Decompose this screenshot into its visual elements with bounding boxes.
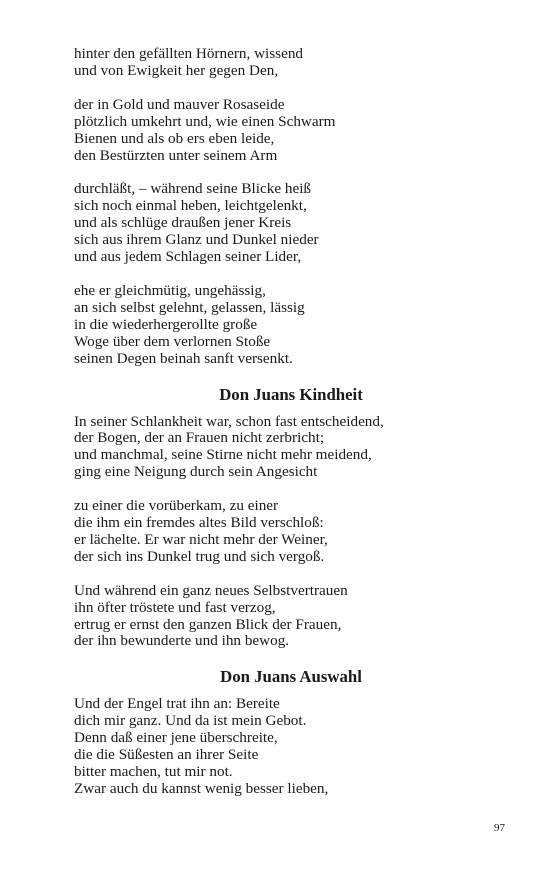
poem-line: hinter den gefällten Hörnern, wissend [74,45,304,62]
poem-line: Denn daß einer jene überschreite, [74,729,278,747]
poem-line: Und während ein ganz neues Selbstvertrauen [74,581,348,599]
stanza [74,283,494,368]
poem-line: Woge über dem verlornen Stoße [74,332,271,350]
stanza [74,414,494,482]
poem-line: ertrug er ernst den ganzen Blick der Frauen, [74,615,342,633]
poem-title: Don Juans Kindheit [219,384,363,404]
poem-title: Don Juans Auswahl [220,667,362,687]
book-page [74,46,494,798]
poem-line: Zwar auch du kannst wenig besser lieben, [74,779,329,797]
poem-line: zu einer die vorüberkam, zu einer [74,497,279,515]
poem-line: Und der Engel trat ihn an: Bereite [74,695,280,713]
stanza [74,583,494,651]
poem-line: ging eine Neigung durch sein Angesicht [74,463,318,481]
page-number: 97 [494,822,505,834]
stanza [74,181,494,266]
poem-line: der Bogen, der an Frauen nicht zerbricht; [74,429,325,447]
poem-line: die die Süßesten an ihrer Seite [74,746,259,764]
poem-line: ihn öfter tröstete und fast verzog, [74,598,276,616]
poem-line: sich aus ihrem Glanz und Dunkel nieder [74,231,319,249]
stanza [74,696,494,797]
poem-line: seinen Degen beinah sanft versenkt. [74,349,293,367]
poem-line: und manchmal, seine Stirne nicht mehr meidend, [74,446,372,464]
poem-line: der sich ins Dunkel trug und sich vergoß. [74,547,325,565]
stanza [74,97,494,165]
poem-line: dich mir ganz. Und da ist mein Gebot. [74,712,307,730]
poem-line: die ihm ein fremdes altes Bild verschloß: [74,514,324,532]
poem-don-juans-kindheit [74,414,494,651]
poem-line: in die wiederhergerollte große [74,315,258,333]
stanza [74,498,494,566]
poem-line: und aus jedem Schlagen seiner Lider, [74,248,302,266]
poem-line: plötzlich umkehrt und, wie einen Schwarm [74,112,336,130]
poem-line: an sich selbst gelehnt, gelassen, lässig [74,298,305,316]
poem-line: er lächelte. Er war nicht mehr der Weiner, [74,530,328,548]
poem-don-juans-auswahl [74,696,494,797]
poem-line: und von Ewigkeit her gegen Den, [74,61,279,79]
poem-line: der ihn bewunderte und ihn bewog. [74,632,290,650]
poem-continuation [74,46,494,368]
poem-line: der in Gold und mauver Rosaseide [74,95,285,113]
stanza [74,46,494,80]
poem-line: ehe er gleichmütig, ungehässig, [74,281,266,299]
poem-line: bitter machen, tut mir not. [74,763,233,780]
poem-line: sich noch einmal heben, leichtgelenkt, [74,197,307,215]
poem-line: durchläßt, – während seine Blicke heiß [74,180,312,198]
poem-line: Bienen und als ob ers eben leide, [74,129,275,147]
poem-line: den Bestürzten unter seinem Arm [74,146,278,164]
poem-line: In seiner Schlankheit war, schon fast entscheidend, [74,412,384,430]
poem-line: und als schlüge draußen jener Kreis [74,214,292,232]
